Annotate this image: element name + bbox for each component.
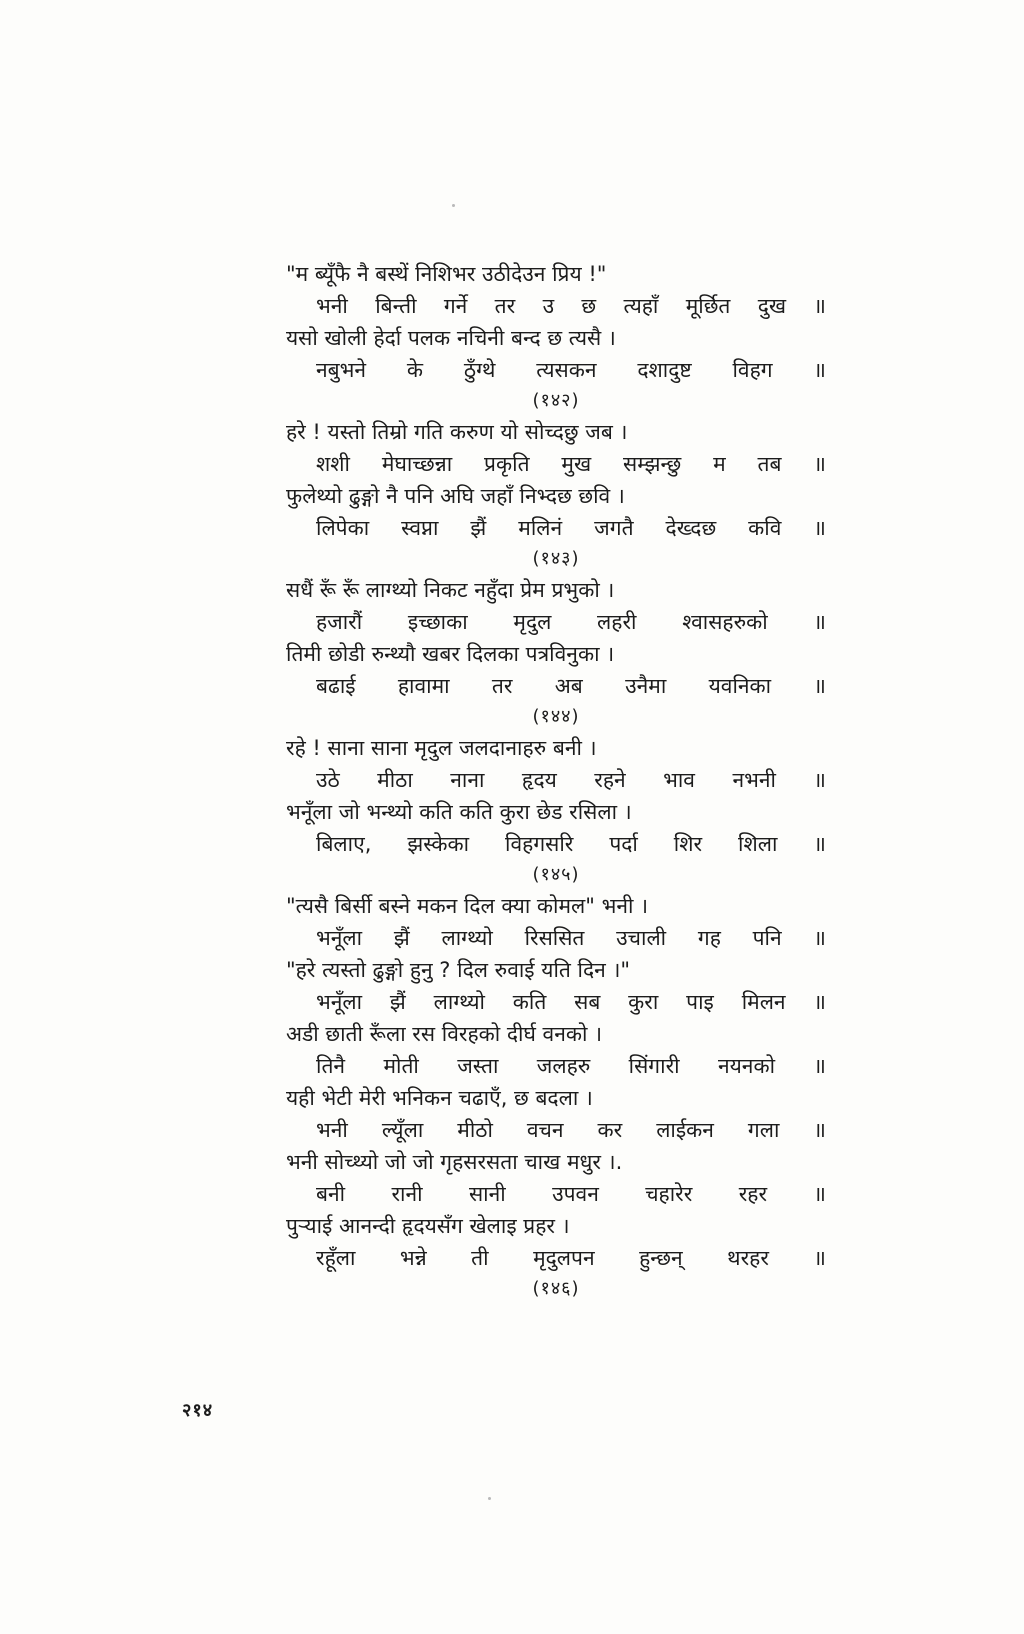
verse-line: अडी छाती रूँला रस विरहको दीर्घ वनको । [286, 1022, 603, 1046]
page-number: २१४ [182, 1400, 214, 1421]
scan-speck [488, 1497, 491, 1500]
verse-line: भनूँला झैं लाग्थ्यो कति सब कुरा पाइ मिलन ॥ [316, 990, 826, 1014]
verse-line: उठे मीठा नाना हृदय रहने भाव नभनी ॥ [316, 768, 826, 792]
verse-line: बिलाए, झस्केका विहगसरि पर्दा शिर शिला ॥ [316, 832, 826, 856]
verse-line: यसो खोली हेर्दा पलक नचिनी बन्द छ त्यसै । [286, 326, 616, 350]
verse-line: लिपेका स्वप्ना झैं मलिनं जगतै देख्दछ कवि ॥ [316, 516, 826, 540]
stanza [286, 574, 826, 732]
verse-line: तिनै मोती जस्ता जलहरु सिंगारी नयनको ॥ [316, 1054, 826, 1078]
stanza-number: (१४३) [532, 548, 580, 569]
verse-line: भनूँला झैं लाग्थ्यो रिससित उचाली गह पनि ॥ [316, 926, 826, 950]
verse-line: बनी रानी सानी उपवन चहारेर रहर ॥ [316, 1182, 826, 1206]
scan-speck [452, 204, 455, 207]
verse-line: भनूँला जो भन्थ्यो कति कति कुरा छेड रसिला । [286, 800, 632, 824]
stanza [286, 890, 826, 1304]
verse-line: नबुभने के ठुँग्थे त्यसकन दशादुष्ट विहग ॥ [316, 358, 826, 382]
verse-line: "त्यसै बिर्सी बस्ने मकन दिल क्या कोमल" भनी । [286, 894, 649, 918]
verse-line: फुलेथ्यो ढुङ्गो नै पनि अघि जहाँ निभ्दछ छवि । [286, 484, 625, 508]
verse-line: भनी बिन्ती गर्ने तर उ छ त्यहाँ मूर्छित दुख ॥ [316, 294, 826, 318]
verse-line: बढाई हावामा तर अब उनैमा यवनिका ॥ [316, 674, 826, 698]
verse-line: यही भेटी मेरी भनिकन चढाएँ, छ बदला । [286, 1086, 593, 1110]
stanza-number: (१४५) [532, 864, 580, 885]
verse-line: रहूँला भन्ने ती मृदुलपन हुन्छन् थरहर ॥ [316, 1246, 826, 1270]
verse-line: सधैं रूँ रूँ लाग्थ्यो निकट नहुँदा प्रेम प्रभुको । [286, 578, 615, 602]
stanza [286, 416, 826, 574]
stanza-number: (१४४) [532, 706, 580, 727]
verse-line: शशी मेघाच्छन्ना प्रकृति मुख सम्झन्छु म तब ॥ [316, 452, 826, 476]
stanza-number: (१४२) [532, 390, 580, 411]
stanza [286, 732, 826, 890]
verse-line: "म ब्यूँफै नै बस्थें निशिभर उठीदेउन प्रिय !" [286, 262, 607, 286]
verse-line: रहे ! साना साना मृदुल जलदानाहरु बनी । [286, 736, 597, 760]
verse-line: भनी ल्यूँला मीठो वचन कर लाईकन गला ॥ [316, 1118, 826, 1142]
stanza [286, 258, 826, 416]
verse-line: "हरे त्यस्तो ढुङ्गो हुनु ? दिल रुवाई यति दिन ।" [286, 958, 631, 982]
verse-line: हरे ! यस्तो तिम्रो गति करुण यो सोच्दछु जब । [286, 420, 628, 444]
verse-line: हजारौं इच्छाका मृदुल लहरी श्वासहरुको ॥ [316, 610, 826, 634]
verse-line: पुऱ्याई आनन्दी हृदयसँग खेलाइ प्रहर । [286, 1214, 570, 1238]
verse-line: भनी सोच्थ्यो जो जो गृहसरसता चाख मधुर ।. [286, 1150, 623, 1174]
verse-line: तिमी छोडी रुन्थ्यौ खबर दिलका पत्रविनुका । [286, 642, 615, 666]
stanza-number: (१४६) [532, 1278, 580, 1299]
poem-body [286, 258, 826, 1304]
